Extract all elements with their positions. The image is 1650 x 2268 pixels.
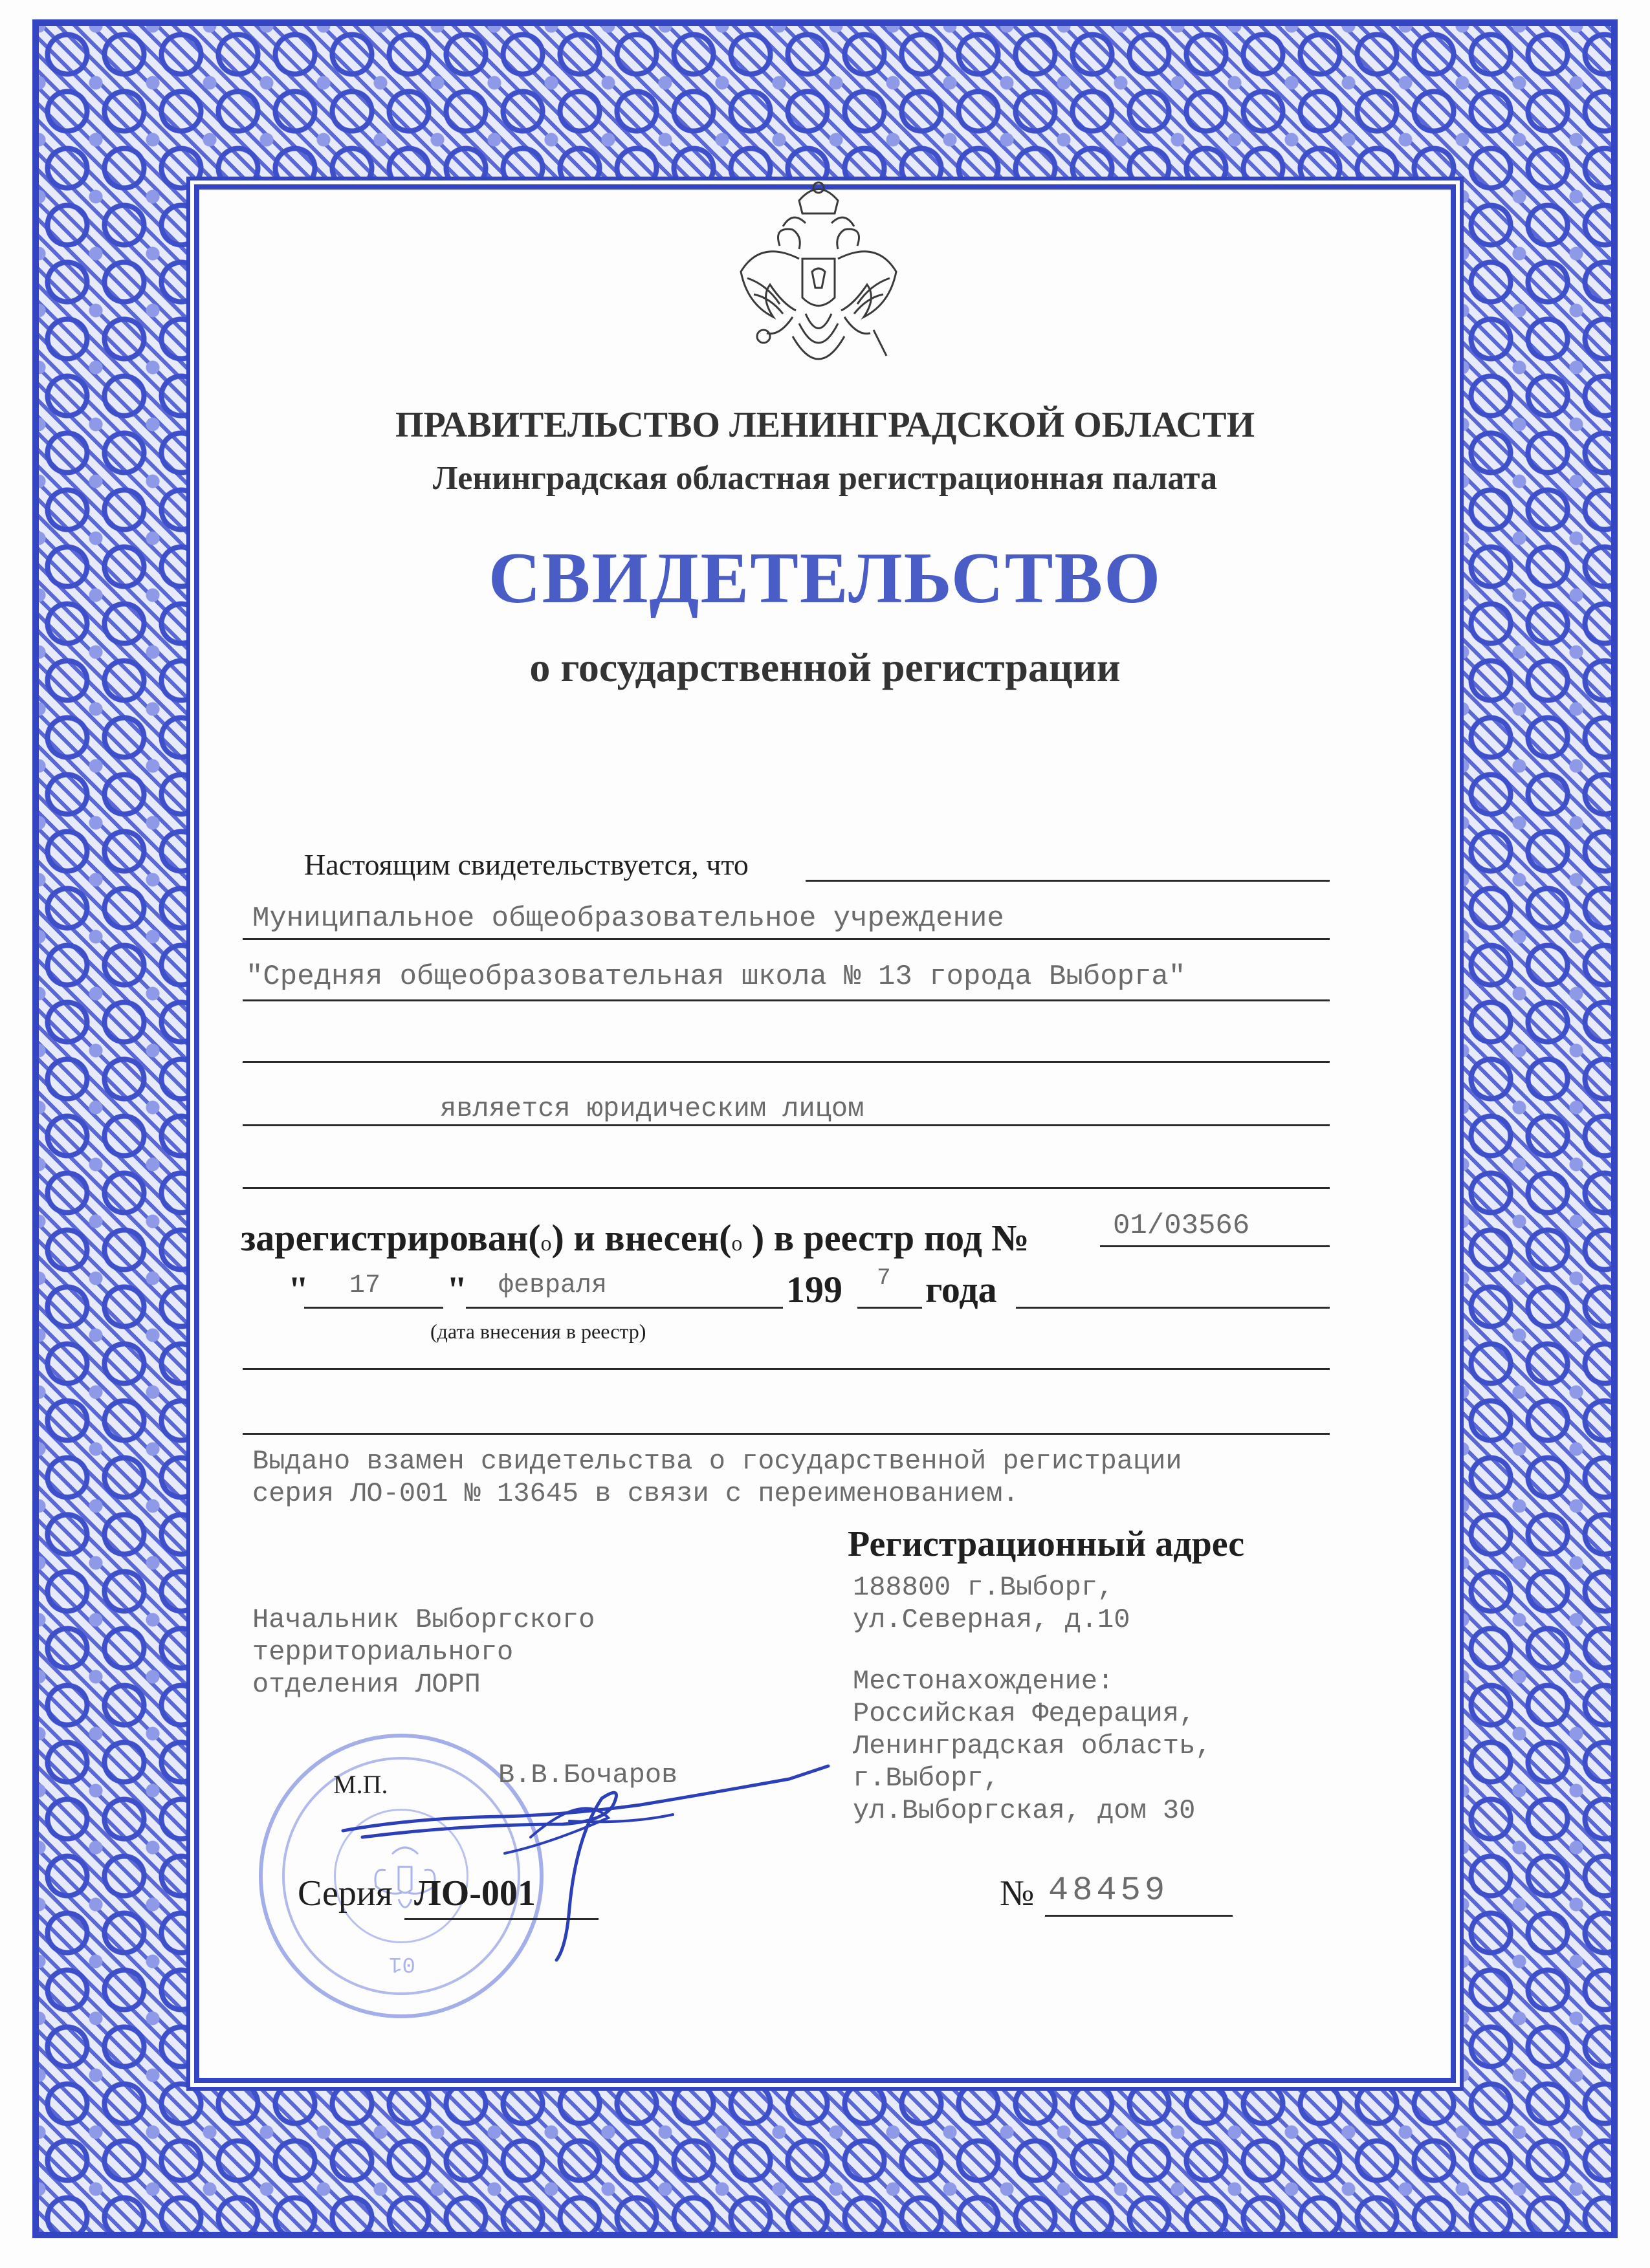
form-line (243, 1124, 1330, 1126)
legal-status: является юридическим лицом (440, 1093, 864, 1124)
number-underline (1045, 1915, 1233, 1917)
organization-name-line2: "Средняя общеобразовательная школа № 13 города Выборга" (246, 961, 1186, 993)
registration-label-b: ) и внесен( (551, 1217, 732, 1259)
registration-mark-b: о (731, 1232, 743, 1256)
form-line (1016, 1307, 1330, 1309)
registration-label-c: ) в реестр под № (742, 1217, 1029, 1259)
signatory-title-line1: Начальник Выборгского (252, 1604, 595, 1635)
series-value: ЛО-001 (414, 1873, 536, 1914)
location-line2: Ленинградская область, (853, 1730, 1212, 1761)
registry-number: 01/03566 (1113, 1210, 1250, 1242)
date-day: 17 (349, 1271, 381, 1300)
date-month: февраля (498, 1271, 608, 1300)
location-line3: г.Выборг, (853, 1763, 1000, 1794)
date-open-quote: " (288, 1269, 309, 1311)
date-year-suffix: года (925, 1269, 997, 1311)
location-heading: Местонахождение: (853, 1666, 1114, 1697)
signatory-name: В.В.Бочаров (498, 1760, 678, 1791)
certify-label: Настоящим свидетельствуется, что (304, 848, 749, 881)
date-month-underline (466, 1307, 783, 1309)
date-year-underline (857, 1307, 922, 1309)
series-label: Серия (298, 1873, 393, 1914)
form-line (243, 999, 1330, 1001)
double-headed-eagle-emblem-icon (721, 175, 916, 388)
registration-mark-a: о (540, 1232, 552, 1256)
form-line (243, 1433, 1330, 1435)
location-line4: ул.Выборгская, дом 30 (853, 1795, 1196, 1826)
form-line (243, 938, 1330, 940)
date-caption: (дата внесения в реестр) (430, 1320, 646, 1343)
form-line (243, 1187, 1330, 1189)
stamp-number: 01 (389, 1951, 415, 1976)
registration-statement (241, 1216, 1029, 1259)
date-day-underline (304, 1307, 443, 1309)
number-label: № (1000, 1873, 1035, 1914)
signatory-title-line3: отделения ЛОРП (252, 1669, 481, 1700)
certify-underline (806, 880, 1330, 882)
form-line (243, 1368, 1330, 1370)
date-year-prefix: 199 (786, 1269, 842, 1311)
issuance-note-line2: серия ЛО-001 № 13645 в связи с переименованием. (252, 1478, 1019, 1509)
date-close-quote: " (446, 1269, 468, 1311)
location-line1: Российская Федерация, (853, 1698, 1196, 1729)
organization-name-line1: Муниципальное общеобразовательное учреждение (252, 902, 1004, 935)
government-heading: ПРАВИТЕЛЬСТВО ЛЕНИНГРАДСКОЙ ОБЛАСТИ (395, 405, 1255, 445)
signatory-title-line2: территориального (252, 1637, 514, 1668)
handwritten-signature (336, 1740, 841, 1973)
seal-place-label: М.П. (333, 1770, 388, 1799)
address-line1: 188800 г.Выборг, (853, 1572, 1114, 1603)
date-year-digit: 7 (877, 1265, 891, 1291)
certificate-number: 48459 (1048, 1871, 1169, 1910)
document-title: СВИДЕТЕЛЬСТВО (488, 538, 1162, 618)
issuance-note-line1: Выдано взамен свидетельства о государственной регистрации (252, 1446, 1182, 1477)
registry-number-underline (1100, 1245, 1330, 1247)
document-subtitle: о государственной регистрации (529, 644, 1121, 690)
registration-label-a: зарегистрирован( (241, 1217, 541, 1259)
series-underline (404, 1918, 599, 1920)
address-line2: ул.Северная, д.10 (853, 1604, 1130, 1635)
form-line (243, 1061, 1330, 1063)
registration-address-heading: Регистрационный адрес (848, 1524, 1245, 1564)
chamber-name: Ленинградская областная регистрационная палата (432, 460, 1218, 497)
